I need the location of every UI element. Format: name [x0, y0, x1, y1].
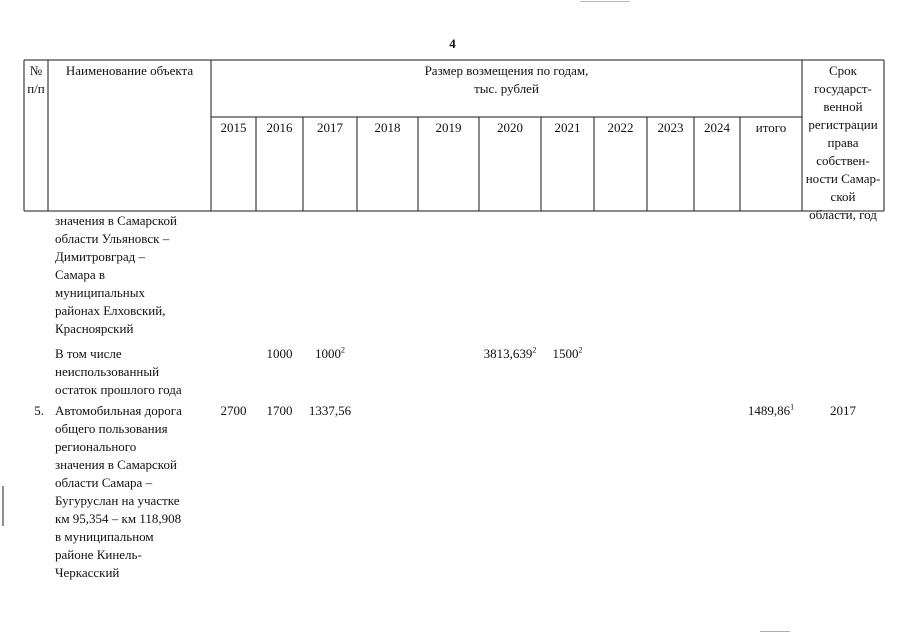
year-2019: 2019: [435, 120, 462, 135]
year-2024: 2024: [704, 120, 730, 135]
row5-2015: 2700: [220, 403, 247, 418]
year-2023: 2023: [657, 120, 684, 135]
row5-name: Автомобильная дорога общего пользования регионального значения в Самарской области Самара – Бугуруслан на участке км 95,354 – км 118,908 в муниципальном районе Кинель- Черкасский: [55, 403, 182, 580]
row5-2017: 1337,56: [308, 403, 352, 418]
year-2016: 2016: [266, 120, 293, 135]
year-2022: 2022: [607, 120, 634, 135]
row-unused-2017: 1000$^2$: [315, 345, 345, 361]
row-unused-name: В том числе неиспользованный остаток прошлого года: [55, 346, 182, 397]
page-number: 4: [449, 36, 456, 51]
row-unused-2021: 1500$^2$: [552, 345, 583, 361]
year-2015: 2015: [220, 120, 247, 135]
year-total: итого: [755, 120, 787, 135]
scan-mark: [760, 631, 790, 632]
row5-total: 1489,86$^1$: [747, 402, 795, 418]
year-2020: 2020: [497, 120, 523, 135]
row-continuation-name: значения в Самарской области Ульяновск – Димитровград – Самара в муниципальных районах Елховский, Красноярский: [55, 213, 177, 336]
year-2017: 2017: [317, 120, 343, 135]
header-num: № п/п: [27, 63, 45, 96]
row5-2016: 1700: [266, 403, 293, 418]
row5-num: 5.: [34, 403, 44, 418]
header-name: Наименование объекта: [65, 63, 194, 78]
header-term: Срок государст- венной регистрации права собствен- ности Самар- ской области, год: [805, 63, 881, 222]
scan-mark: [580, 1, 630, 2]
year-2021: 2021: [554, 120, 581, 135]
row-unused-2020: 3813,639$^2$: [483, 345, 537, 361]
row5-term: 2017: [830, 403, 856, 418]
row-unused-2016: 1000: [266, 346, 293, 361]
header-compensation: Размер возмещения по годам, тыс. рублей: [424, 63, 589, 96]
year-2018: 2018: [374, 120, 401, 135]
scan-mark: [2, 486, 4, 526]
